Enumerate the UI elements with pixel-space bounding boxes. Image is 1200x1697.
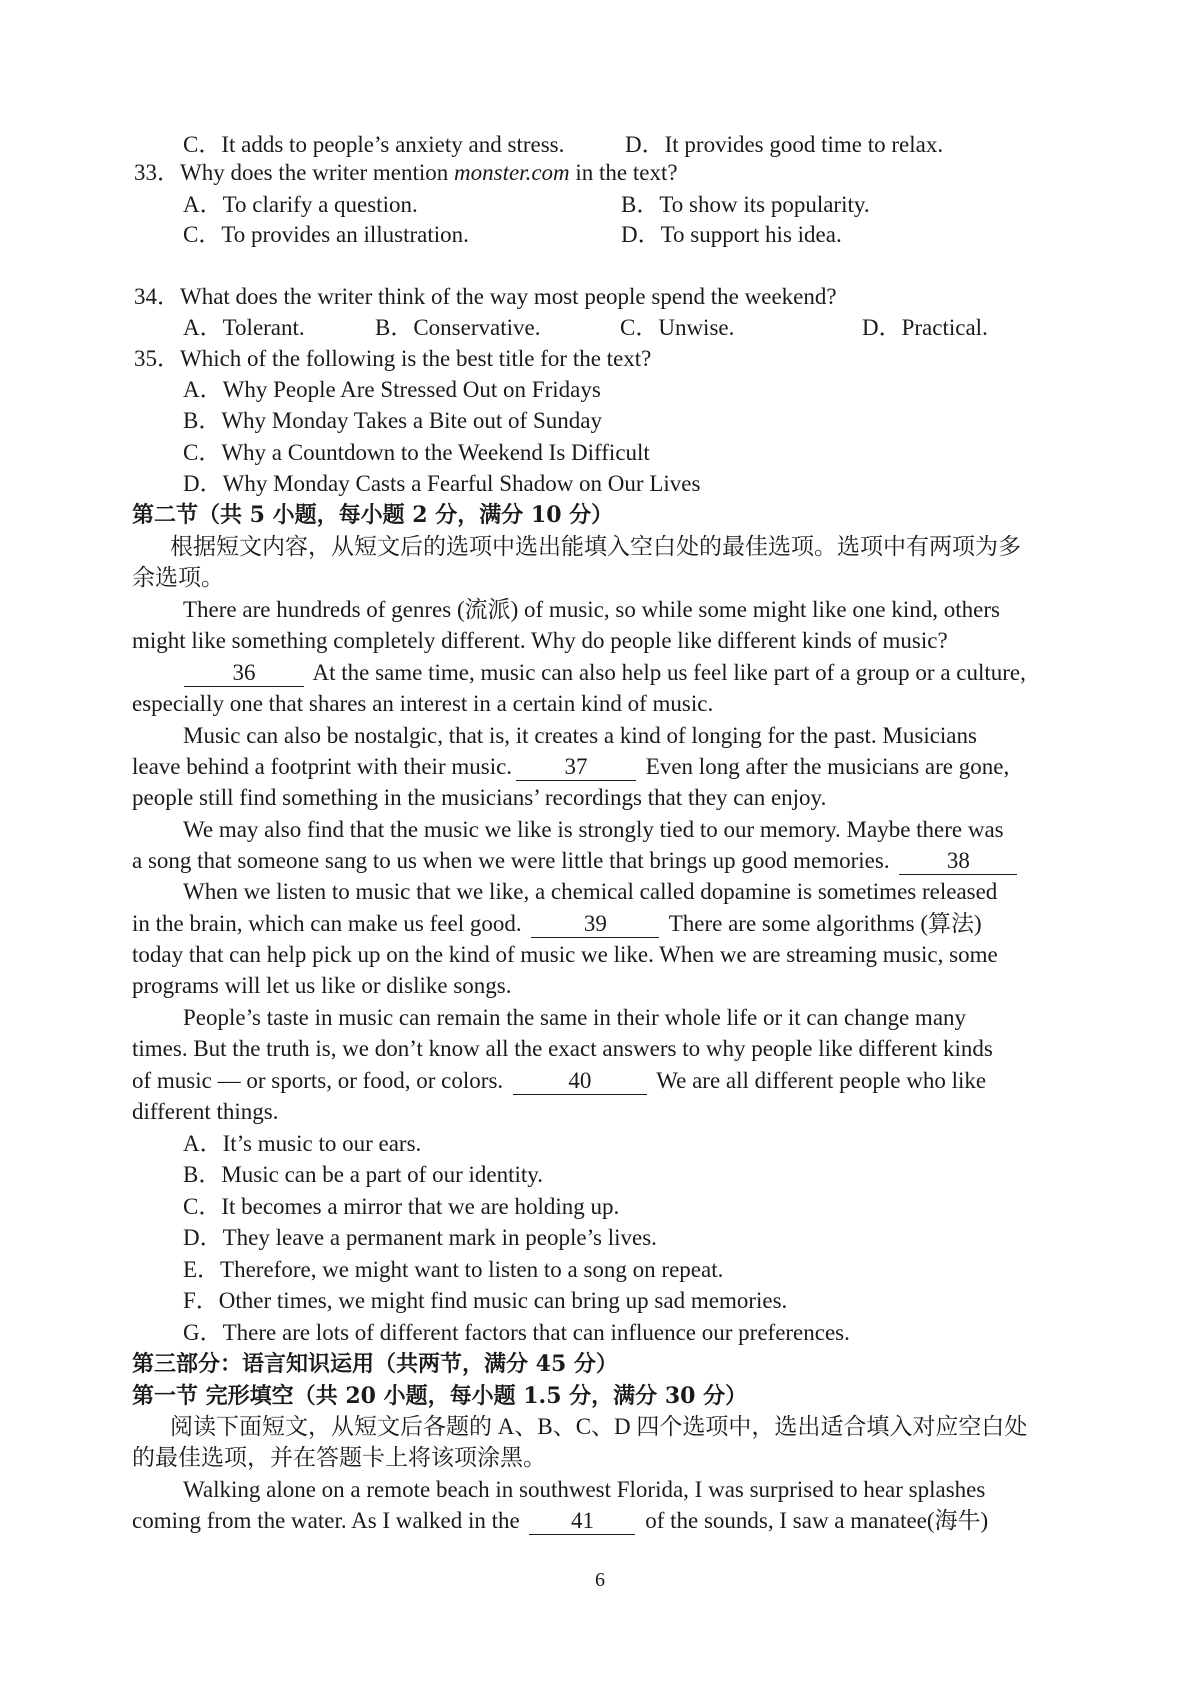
passage-p5-line1: When we listen to music that we like, a chemical called dopamine is sometimes released: [183, 879, 998, 904]
cloze-p1-pre: coming from the water. As I walked in the: [132, 1508, 520, 1533]
page-number: 6: [595, 1569, 605, 1591]
part3-subheading: 第一节 完形填空（共 20 小题，每小题 1.5 分，满分 30 分）: [132, 1383, 748, 1409]
q34-option-a: A．Tolerant.: [183, 315, 305, 340]
passage-p6-line3: [132, 1066, 986, 1096]
blank-38: 38: [899, 848, 1017, 875]
q32-option-c: C．It adds to people’s anxiety and stress.: [183, 132, 565, 157]
passage-p1-line2: might like something completely different. Why do people like different kinds of music?: [132, 628, 948, 653]
q33-stem-post: in the text?: [569, 160, 678, 185]
passage-p3-line3: people still find something in the musicians’ recordings that they can enjoy.: [132, 785, 827, 810]
q34-option-b: B．Conservative.: [375, 315, 541, 340]
option-d: D．They leave a permanent mark in people’s lives.: [183, 1225, 657, 1250]
option-c: C．It becomes a mirror that we are holding up.: [183, 1194, 620, 1219]
part3-instruction-line2: 的最佳选项，并在答题卡上将该项涂黑。: [132, 1445, 546, 1470]
q33-stem-pre: 33．Why does the writer mention: [134, 160, 455, 185]
q33-option-b: B．To show its popularity.: [621, 192, 870, 217]
part3-instruction-line1: 阅读下面短文，从短文后各题的 A、B、C、D 四个选项中，选出适合填入对应空白处: [170, 1414, 1028, 1439]
passage-p6-line4: different things.: [132, 1099, 279, 1124]
passage-p3-line2: [132, 752, 1009, 782]
q35-option-a: A．Why People Are Stressed Out on Fridays: [183, 377, 601, 402]
section2-instruction-line2: 余选项。: [132, 565, 224, 590]
section2-heading: 第二节（共 5 小题，每小题 2 分，满分 10 分）: [132, 502, 614, 528]
q33-stem: [134, 158, 678, 188]
q35-option-d: D．Why Monday Casts a Fearful Shadow on Our Lives: [183, 471, 701, 496]
passage-p5-line4: programs will let us like or dislike songs.: [132, 973, 512, 998]
q34-stem: 34．What does the writer think of the way most people spend the weekend?: [134, 284, 837, 309]
passage-p6-line1: People’s taste in music can remain the same in their whole life or it can change many: [183, 1005, 967, 1030]
q34-option-d: D．Practical.: [862, 315, 988, 340]
option-g: G．There are lots of different factors that can influence our preferences.: [183, 1320, 850, 1345]
passage-p1-line1: There are hundreds of genres (流派) of music, so while some might like one kind, others: [183, 597, 1000, 622]
section2-instruction-line1: 根据短文内容，从短文后的选项中选出能填入空白处的最佳选项。选项中有两项为多: [170, 534, 1021, 559]
option-e: E．Therefore, we might want to listen to a song on repeat.: [183, 1257, 724, 1282]
passage-p3-pre: leave behind a footprint with their music.: [132, 754, 513, 779]
blank-36: 36: [184, 660, 304, 687]
q32-option-d: D．It provides good time to relax.: [625, 132, 944, 157]
q34-option-c: C．Unwise.: [620, 315, 735, 340]
cloze-p1-post: of the sounds, I saw a manatee(海牛): [645, 1508, 989, 1533]
blank-40: 40: [513, 1068, 647, 1095]
passage-p6-post: We are all different people who like: [656, 1068, 987, 1093]
q33-option-a: A．To clarify a question.: [183, 192, 418, 217]
option-b: B．Music can be a part of our identity.: [183, 1162, 544, 1187]
passage-p4-line2: [132, 846, 1021, 876]
passage-p5-pre: in the brain, which can make us feel good.: [132, 911, 522, 936]
passage-p6-pre: of music — or sports, or food, or colors.: [132, 1068, 504, 1093]
blank-39: 39: [531, 911, 659, 938]
passage-p4-line1: We may also find that the music we like is strongly tied to our memory. Maybe there was: [183, 817, 1004, 842]
option-f: F．Other times, we might find music can bring up sad memories.: [183, 1288, 788, 1313]
q35-option-b: B．Why Monday Takes a Bite out of Sunday: [183, 408, 602, 433]
passage-p3-post: Even long after the musicians are gone,: [645, 754, 1010, 779]
passage-p2-line1: [180, 658, 1026, 688]
part3-heading: 第三部分：语言知识运用（共两节，满分 45 分）: [132, 1351, 618, 1377]
option-a: A．It’s music to our ears.: [183, 1131, 422, 1156]
passage-p2-text: At the same time, music can also help us feel like part of a group or a culture,: [312, 660, 1026, 685]
q33-option-d: D．To support his idea.: [621, 222, 842, 247]
passage-p6-line2: times. But the truth is, we don’t know all the exact answers to why people like different kinds: [132, 1036, 993, 1061]
passage-p5-line2: [132, 909, 982, 939]
q35-stem: 35．Which of the following is the best title for the text?: [134, 346, 652, 371]
q33-stem-italic: monster.com: [454, 160, 570, 185]
q35-option-c: C．Why a Countdown to the Weekend Is Difficult: [183, 440, 650, 465]
passage-p5-line3: today that can help pick up on the kind of music we like. When we are streaming music, some: [132, 942, 998, 967]
blank-37: 37: [516, 754, 636, 781]
q33-option-c: C．To provides an illustration.: [183, 222, 469, 247]
passage-p3-line1: Music can also be nostalgic, that is, it creates a kind of longing for the past. Musicians: [183, 723, 977, 748]
cloze-p1-line2: [132, 1506, 988, 1536]
passage-p4-pre: a song that someone sang to us when we were little that brings up good memories.: [132, 848, 890, 873]
cloze-p1-line1: Walking alone on a remote beach in southwest Florida, I was surprised to hear splashes: [183, 1477, 986, 1502]
passage-p5-post: There are some algorithms (算法): [668, 911, 982, 936]
passage-p2-line2: especially one that shares an interest in a certain kind of music.: [132, 691, 714, 716]
blank-41: 41: [529, 1508, 635, 1535]
